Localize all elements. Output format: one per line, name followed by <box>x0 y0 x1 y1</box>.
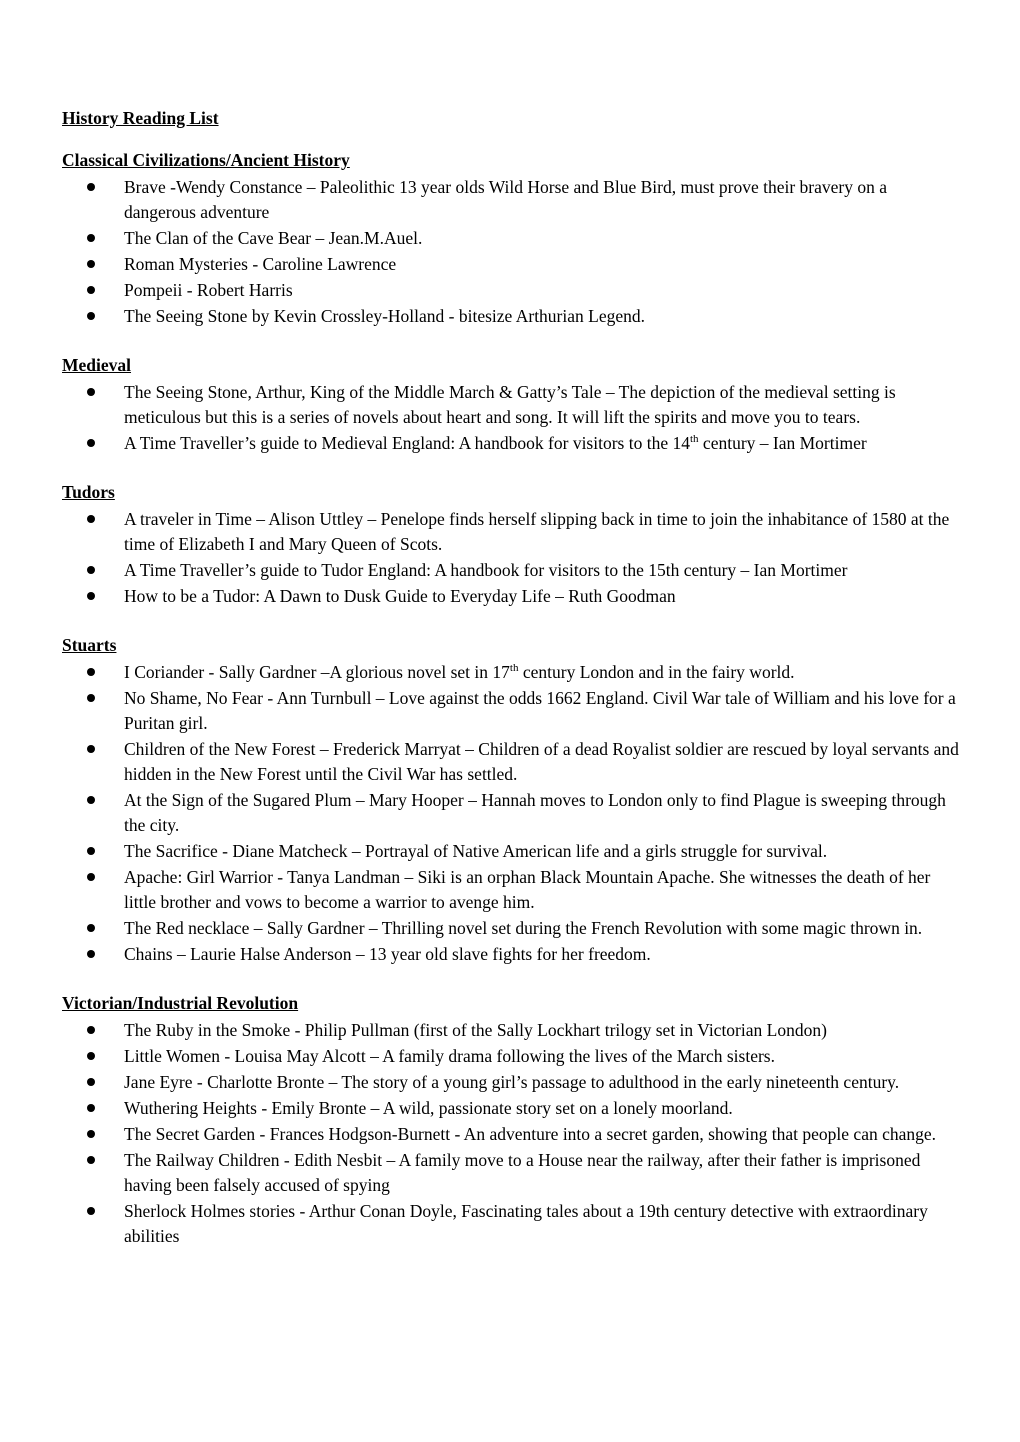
bullet-icon <box>87 439 95 447</box>
section-heading: Medieval <box>62 355 132 375</box>
reading-list <box>62 380 960 456</box>
list-item <box>62 942 960 967</box>
sections-container <box>62 149 960 1249</box>
item-text: Apache: Girl Warrior - Tanya Landman – Siki is an orphan Black Mountain Apache. She witnesses the death of her little brother and vows to become a warrior to avenge him. <box>124 867 931 912</box>
list-item <box>62 1199 960 1249</box>
item-text: Roman Mysteries - Caroline Lawrence <box>124 254 397 274</box>
list-item <box>62 252 960 277</box>
item-text: The Seeing Stone, Arthur, King of the Middle March & Gatty’s Tale – The depiction of the medieval setting is meticulous but this is a series of novels about heart and song. It will lift the spirits and move you to tears. <box>124 382 896 427</box>
section <box>62 149 960 329</box>
item-text: The Red necklace – Sally Gardner – Thrilling novel set during the French Revolution with some magic thrown in. <box>124 918 923 938</box>
item-text: A traveler in Time – Alison Uttley – Penelope finds herself slipping back in time to join the inhabitance of 1580 at the time of Elizabeth I and Mary Queen of Scots. <box>124 509 950 554</box>
item-text: Jane Eyre - Charlotte Bronte – The story of a young girl’s passage to adulthood in the early nineteenth century. <box>124 1072 900 1092</box>
item-text: At the Sign of the Sugared Plum – Mary Hooper – Hannah moves to London only to find Plague is sweeping through the city. <box>124 790 946 835</box>
list-item <box>62 304 960 329</box>
ordinal-superscript: th <box>509 662 519 675</box>
item-text: Little Women - Louisa May Alcott – A family drama following the lives of the March sisters. <box>124 1046 775 1066</box>
bullet-icon <box>87 183 95 191</box>
list-item <box>62 1070 960 1095</box>
item-text: The Clan of the Cave Bear – Jean.M.Auel. <box>124 228 423 248</box>
reading-list <box>62 1018 960 1249</box>
list-item <box>62 1122 960 1147</box>
list-item <box>62 278 960 303</box>
item-text: The Railway Children - Edith Nesbit – A family move to a House near the railway, after their father is imprisoned having been falsely accused of spying <box>124 1150 921 1195</box>
section-heading: Stuarts <box>62 635 117 655</box>
reading-list <box>62 660 960 967</box>
item-text: The Seeing Stone by Kevin Crossley-Holland - bitesize Arthurian Legend. <box>124 306 645 326</box>
section-heading: Classical Civilizations/Ancient History <box>62 150 350 170</box>
item-text-continued: century – Ian Mortimer <box>698 433 867 453</box>
section <box>62 481 960 609</box>
list-item <box>62 686 960 736</box>
bullet-icon <box>87 1052 95 1060</box>
list-item <box>62 1148 960 1198</box>
bullet-icon <box>87 592 95 600</box>
item-text: Wuthering Heights - Emily Bronte – A wild, passionate story set on a lonely moorland. <box>124 1098 733 1118</box>
list-item <box>62 737 960 787</box>
bullet-icon <box>87 1156 95 1164</box>
list-item <box>62 865 960 915</box>
item-text: The Sacrifice - Diane Matcheck – Portrayal of Native American life and a girls struggle for survival. <box>124 841 828 861</box>
list-item <box>62 507 960 557</box>
bullet-icon <box>87 1078 95 1086</box>
bullet-icon <box>87 1130 95 1138</box>
bullet-icon <box>87 1026 95 1034</box>
bullet-icon <box>87 694 95 702</box>
section <box>62 354 960 456</box>
bullet-icon <box>87 286 95 294</box>
item-text: I Coriander - Sally Gardner –A glorious novel set in 17 <box>124 662 510 682</box>
item-text: Brave -Wendy Constance – Paleolithic 13 year olds Wild Horse and Blue Bird, must prove their bravery on a dangerous adventure <box>124 177 888 222</box>
list-item <box>62 660 960 685</box>
item-text: How to be a Tudor: A Dawn to Dusk Guide to Everyday Life – Ruth Goodman <box>124 586 676 606</box>
bullet-icon <box>87 515 95 523</box>
reading-list <box>62 507 960 609</box>
item-text: Pompeii - Robert Harris <box>124 280 293 300</box>
list-item <box>62 1044 960 1069</box>
list-item <box>62 558 960 583</box>
section <box>62 992 960 1249</box>
bullet-icon <box>87 668 95 676</box>
bullet-icon <box>87 566 95 574</box>
bullet-icon <box>87 234 95 242</box>
section <box>62 634 960 967</box>
bullet-icon <box>87 745 95 753</box>
bullet-icon <box>87 924 95 932</box>
item-text: The Ruby in the Smoke - Philip Pullman (first of the Sally Lockhart trilogy set in Victorian London) <box>124 1020 827 1040</box>
bullet-icon <box>87 873 95 881</box>
bullet-icon <box>87 1104 95 1112</box>
list-item <box>62 788 960 838</box>
reading-list <box>62 175 960 329</box>
list-item <box>62 584 960 609</box>
bullet-icon <box>87 1207 95 1215</box>
list-item <box>62 1096 960 1121</box>
bullet-icon <box>87 312 95 320</box>
section-heading: Victorian/Industrial Revolution <box>62 993 299 1013</box>
list-item <box>62 916 960 941</box>
item-text: A Time Traveller’s guide to Medieval England: A handbook for visitors to the 14 <box>124 433 690 453</box>
section-heading: Tudors <box>62 482 115 502</box>
bullet-icon <box>87 796 95 804</box>
item-text: Chains – Laurie Halse Anderson – 13 year old slave fights for her freedom. <box>124 944 651 964</box>
ordinal-superscript: th <box>689 433 699 446</box>
item-text: No Shame, No Fear - Ann Turnbull – Love against the odds 1662 England. Civil War tale of William and his love for a Puritan girl. <box>124 688 956 733</box>
list-item <box>62 175 960 225</box>
item-text: Sherlock Holmes stories - Arthur Conan Doyle, Fascinating tales about a 19th century detective with extraordinary abilities <box>124 1201 928 1246</box>
document-title: History Reading List <box>62 108 219 128</box>
list-item <box>62 380 960 430</box>
item-text: Children of the New Forest – Frederick Marryat – Children of a dead Royalist soldier are rescued by loyal servants and hidden in the New Forest until the Civil War has settled. <box>124 739 959 784</box>
list-item <box>62 839 960 864</box>
bullet-icon <box>87 260 95 268</box>
item-text: The Secret Garden - Frances Hodgson-Burnett - An adventure into a secret garden, showing that people can change. <box>124 1124 937 1144</box>
list-item <box>62 431 960 456</box>
list-item <box>62 226 960 251</box>
bullet-icon <box>87 388 95 396</box>
bullet-icon <box>87 950 95 958</box>
bullet-icon <box>87 847 95 855</box>
item-text-continued: century London and in the fairy world. <box>518 662 795 682</box>
list-item <box>62 1018 960 1043</box>
item-text: A Time Traveller’s guide to Tudor England: A handbook for visitors to the 15th century – Ian Mortimer <box>124 560 848 580</box>
